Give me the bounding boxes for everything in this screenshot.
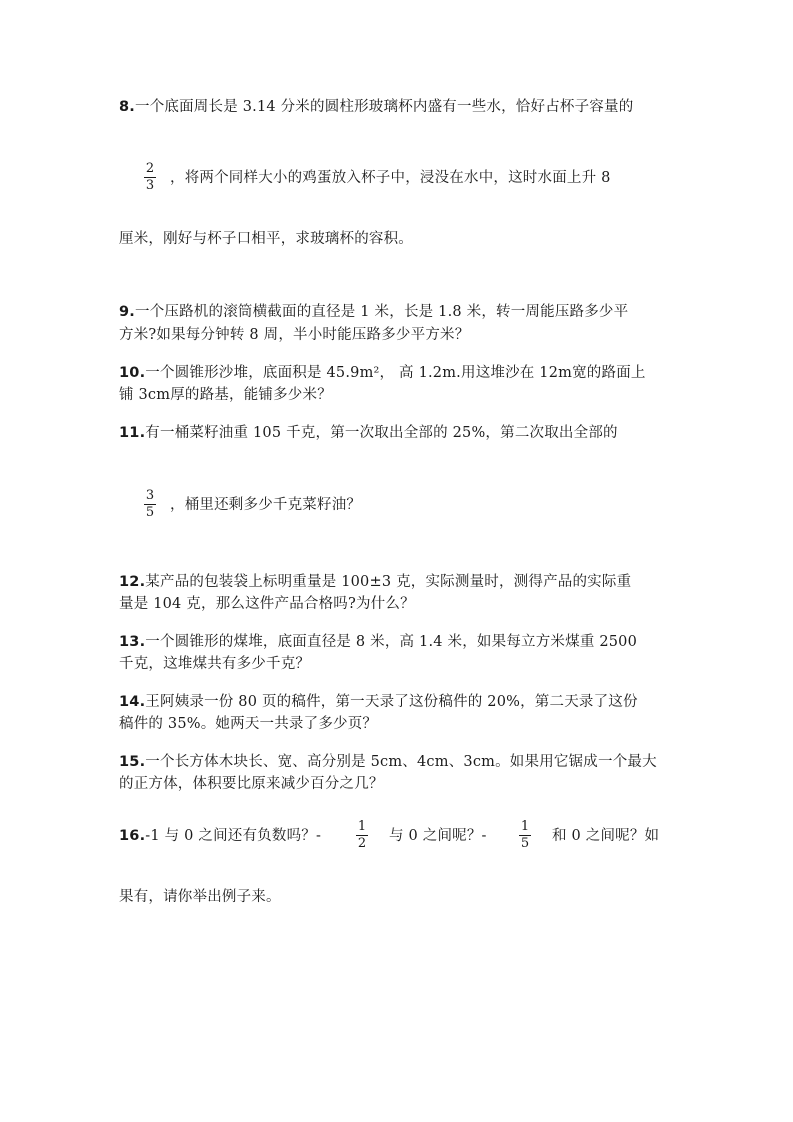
question-10-line-2: 铺 3cm厚的路基，能铺多少米？ — [119, 387, 332, 403]
question-8-line-3: 厘米，刚好与杯子口相平，求玻璃杯的容积。 — [119, 231, 413, 247]
fraction-one-half — [355, 820, 369, 851]
question-13-line-2: 千克，这堆煤共有多少千克？ — [119, 656, 311, 672]
question-12-line-2: 量是 104 克，那么这件产品合格吗?为什么？ — [119, 596, 415, 612]
question-number: 16. — [119, 828, 146, 844]
fraction-numerator: 1 — [520, 819, 530, 834]
fraction-numerator: 2 — [145, 161, 155, 176]
fraction-three-fifths — [143, 489, 157, 520]
question-15-line-1 — [119, 752, 657, 772]
question-16-line-1 — [119, 826, 321, 846]
fraction-one-fifth — [518, 820, 532, 851]
question-text: 一个圆锥形的煤堆，底面直径是 8 米，高 1.4 米，如果每立方米煤重 2500 — [145, 634, 638, 650]
question-number: 15. — [119, 754, 146, 770]
question-number: 9. — [119, 304, 135, 320]
question-11-line-2: ，桶里还剩多少千克菜籽油？ — [170, 497, 362, 513]
question-16-part-2: 与 0 之间呢？- — [389, 828, 487, 844]
question-8-line-1 — [119, 97, 633, 117]
fraction-two-thirds — [143, 162, 157, 193]
fraction-numerator: 3 — [145, 488, 155, 503]
question-text: 一个压路机的滚筒横截面的直径是 1 米，长是 1.8 米，转一周能压路多少平 — [135, 304, 629, 320]
question-9-line-2: 方米?如果每分钟转 8 周，半小时能压路多少平方米？ — [119, 327, 470, 343]
question-text: 一个底面周长是 3.14 分米的圆柱形玻璃杯内盛有一些水，恰好占杯子容量的 — [135, 99, 634, 115]
question-13-line-1 — [119, 632, 637, 652]
fraction-numerator: 1 — [357, 819, 367, 834]
question-number: 10. — [119, 365, 146, 381]
fraction-denominator: 5 — [520, 836, 530, 851]
fraction-denominator: 5 — [145, 505, 155, 520]
question-number: 14. — [119, 694, 146, 710]
question-text: 一个长方体木块长、宽、高分别是 5cm、4cm、3cm。如果用它锯成一个最大 — [145, 754, 657, 770]
question-text: 有一桶菜籽油重 105 千克，第一次取出全部的 25%，第二次取出全部的 — [145, 425, 618, 441]
question-text: 一个圆锥形沙堆，底面积是 45.9m²， 高 1.2m.用这堆沙在 12m宽的路面上 — [145, 365, 646, 381]
question-16-line-2: 果有，请你举出例子来。 — [119, 889, 281, 905]
question-16-part-3: 和 0 之间呢？如 — [552, 828, 660, 844]
question-15-line-2: 的正方体，体积要比原来减少百分之几？ — [119, 776, 384, 792]
question-10-line-1 — [119, 363, 646, 383]
question-9-line-1 — [119, 302, 628, 322]
question-number: 11. — [119, 425, 146, 441]
question-12-line-1 — [119, 572, 631, 592]
question-8-line-2: ，将两个同样大小的鸡蛋放入杯子中，浸没在水中，这时水面上升 8 — [170, 170, 611, 186]
question-number: 13. — [119, 634, 146, 650]
question-14-line-2: 稿件的 35%。她两天一共录了多少页？ — [119, 716, 378, 732]
question-text: 王阿姨录一份 80 页的稿件，第一天录了这份稿件的 20%，第二天录了这份 — [145, 694, 638, 710]
question-text: 某产品的包装袋上标明重量是 100±3 克，实际测量时，测得产品的实际重 — [145, 574, 632, 590]
fraction-denominator: 2 — [357, 836, 367, 851]
question-11-line-1 — [119, 423, 618, 443]
question-number: 8. — [119, 99, 135, 115]
question-text: -1 与 0 之间还有负数吗？- — [145, 828, 322, 844]
question-number: 12. — [119, 574, 146, 590]
fraction-denominator: 3 — [145, 178, 155, 193]
question-14-line-1 — [119, 692, 638, 712]
